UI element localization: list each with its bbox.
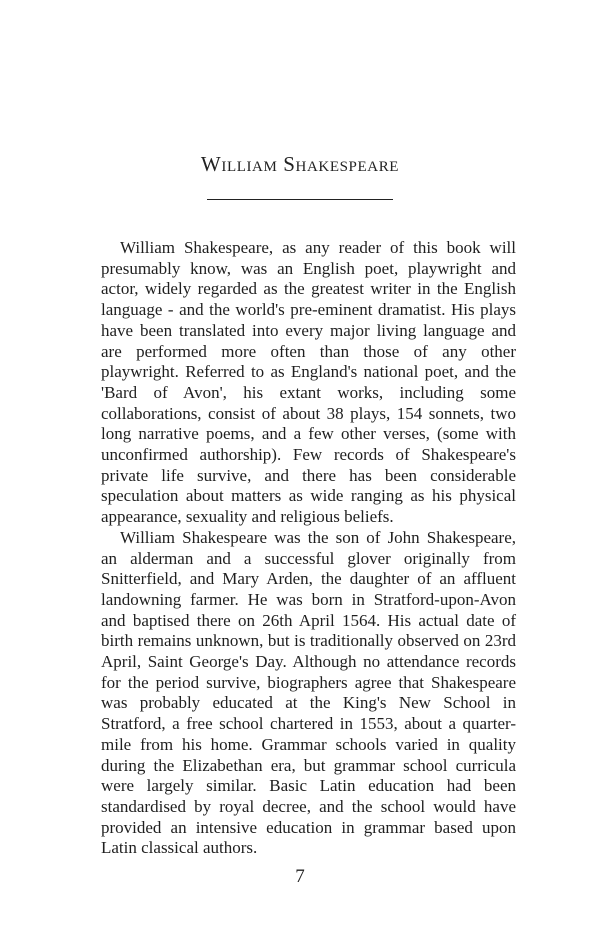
title-underline-rule: [207, 199, 393, 200]
chapter-title: William Shakespeare: [200, 152, 400, 176]
paragraph-2: William Shakespeare was the son of John Shakespeare, an alderman and a successful glover originally from Snitterfield, and Mary Arden, the daughter of an affluent landowning farmer. He was born in Stratford-upon-Avon and baptised there on 26th April 1564. His actual date of birth remains unknown, but is traditionally observed on 23rd April, Saint George's Day. Although no attendance records for the period survive, biographers agree that Shakespeare was probably educated at the King's New School in Stratford, a free school chartered in 1553, about a quarter-mile from his home. Grammar schools varied in quality during the Elizabethan era, but grammar school curricula were largely similar. Basic Latin education had been standardised by royal decree, and the school would have provided an intensive education in grammar based upon Latin classical authors.: [101, 527, 516, 858]
paragraph-1: William Shakespeare, as any reader of this book will presumably know, was an English poet, playwright and actor, widely regarded as the greatest writer in the English language - and the world's pre-eminent dramatist. His plays have been translated into every major living language and are performed more often than those of any other playwright. Referred to as England's national poet, and the 'Bard of Avon', his extant works, including some collaborations, consist of about 38 plays, 154 sonnets, two long narrative poems, and a few other verses, (some with unconfirmed authorship). Few records of Shakespeare's private life survive, and there has been considerable speculation about matters as wide ranging as his physical appearance, sexuality and religious beliefs.: [101, 238, 516, 527]
page-number: 7: [295, 866, 305, 887]
body-text: [101, 238, 516, 859]
